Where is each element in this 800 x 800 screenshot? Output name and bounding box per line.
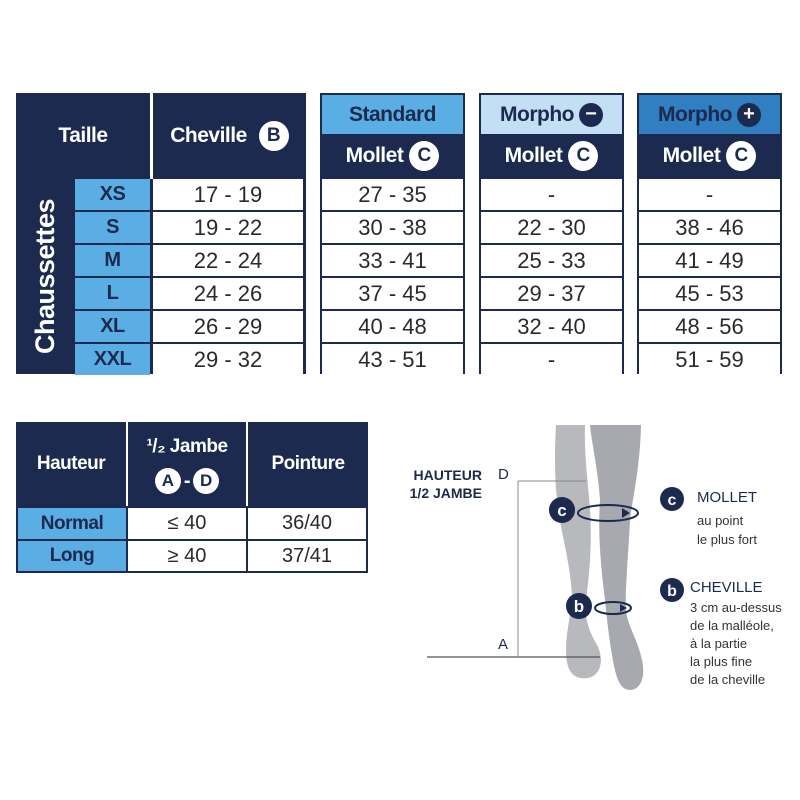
calf-value: 22 - 30 [481, 212, 622, 243]
cheville-legend-desc [690, 599, 782, 689]
cheville-value: 29 - 32 [153, 344, 303, 375]
cheville-legend-title: CHEVILLE [690, 579, 763, 596]
cheville-value: 24 - 26 [153, 278, 303, 309]
cheville-desc-line: de la cheville [690, 672, 766, 687]
legend-b-text: b [667, 583, 677, 600]
row-normal-pointure: 36/40 [248, 508, 366, 539]
row-normal-jambe: ≤ 40 [128, 508, 246, 539]
size-m: M [75, 245, 150, 276]
row-long-jambe: ≥ 40 [128, 541, 246, 571]
size-xl: XL [75, 311, 150, 342]
calf-value: 27 - 35 [322, 179, 463, 210]
mollet-label: Mollet [662, 143, 721, 167]
legend-c-text: c [667, 492, 677, 509]
cheville-value: 22 - 24 [153, 245, 303, 276]
size-xxl: XXL [75, 344, 150, 375]
mollet-legend-title: MOLLET [697, 489, 758, 506]
cheville-desc-line: à la partie [690, 636, 748, 651]
cheville-value: 19 - 22 [153, 212, 303, 243]
point-a-label: A [498, 636, 509, 653]
chaussettes-label: Chaussettes [30, 198, 61, 355]
plus-icon: + [737, 103, 761, 127]
mollet-label: Mollet [345, 143, 404, 167]
row-long-label: Long [18, 541, 126, 571]
mollet-desc-line: le plus fort [697, 532, 757, 547]
cheville-value: 26 - 29 [153, 311, 303, 342]
mollet-legend-desc [697, 511, 757, 549]
calf-value: 32 - 40 [481, 311, 622, 342]
row-long-pointure: 37/41 [248, 541, 366, 571]
cheville-value: 17 - 19 [153, 179, 303, 210]
cheville-label: Cheville [170, 124, 247, 147]
letter-c-badge: C [726, 141, 756, 171]
calf-value: - [639, 179, 780, 210]
taille-header: Taille [58, 124, 108, 147]
calf-value: - [481, 344, 622, 375]
morpho-label: Morpho [658, 102, 732, 126]
calf-value: 48 - 56 [639, 311, 780, 342]
hauteur-header: Hauteur [36, 453, 106, 474]
calf-value: 43 - 51 [322, 344, 463, 375]
size-l: L [75, 278, 150, 309]
morpho-label: Morpho [500, 102, 574, 126]
mollet-label: Mollet [504, 143, 563, 167]
point-d-label: D [498, 466, 509, 483]
calf-value: 33 - 41 [322, 245, 463, 276]
cheville-desc-line: de la malléole, [690, 618, 774, 633]
calf-value: 45 - 53 [639, 278, 780, 309]
calf-value: 41 - 49 [639, 245, 780, 276]
left-leg-illustration [555, 425, 601, 678]
cheville-desc-line: la plus fine [690, 654, 753, 669]
calf-value: 38 - 46 [639, 212, 780, 243]
letter-a-badge: A [155, 468, 181, 494]
calf-value: 40 - 48 [322, 311, 463, 342]
calf-value: 25 - 33 [481, 245, 622, 276]
hauteur-line: HAUTEUR [413, 467, 482, 483]
size-xs: XS [75, 179, 150, 210]
letter-b-badge: B [259, 121, 289, 151]
calf-value: 51 - 59 [639, 344, 780, 375]
jambe-label: ¹/₂ Jambe [146, 436, 228, 457]
a-d-dash: - [183, 469, 191, 492]
row-normal-label: Normal [18, 508, 126, 539]
calf-value: - [481, 179, 622, 210]
pointure-header: Pointure [271, 453, 345, 474]
size-s: S [75, 212, 150, 243]
letter-d-badge: D [193, 468, 219, 494]
mollet-desc-line: au point [697, 513, 744, 528]
hauteur-jambe-label [398, 466, 482, 502]
cheville-desc-line: 3 cm au-dessus [690, 600, 782, 615]
calf-value: 37 - 45 [322, 278, 463, 309]
marker-b-text: b [573, 597, 585, 616]
letter-c-badge: C [409, 141, 439, 171]
calf-value: 29 - 37 [481, 278, 622, 309]
minus-icon: − [579, 103, 603, 127]
jambe-line: 1/2 JAMBE [409, 485, 482, 501]
letter-c-badge: C [568, 141, 598, 171]
standard-title: Standard [322, 95, 463, 134]
calf-value: 30 - 38 [322, 212, 463, 243]
marker-c-text: c [557, 501, 567, 520]
